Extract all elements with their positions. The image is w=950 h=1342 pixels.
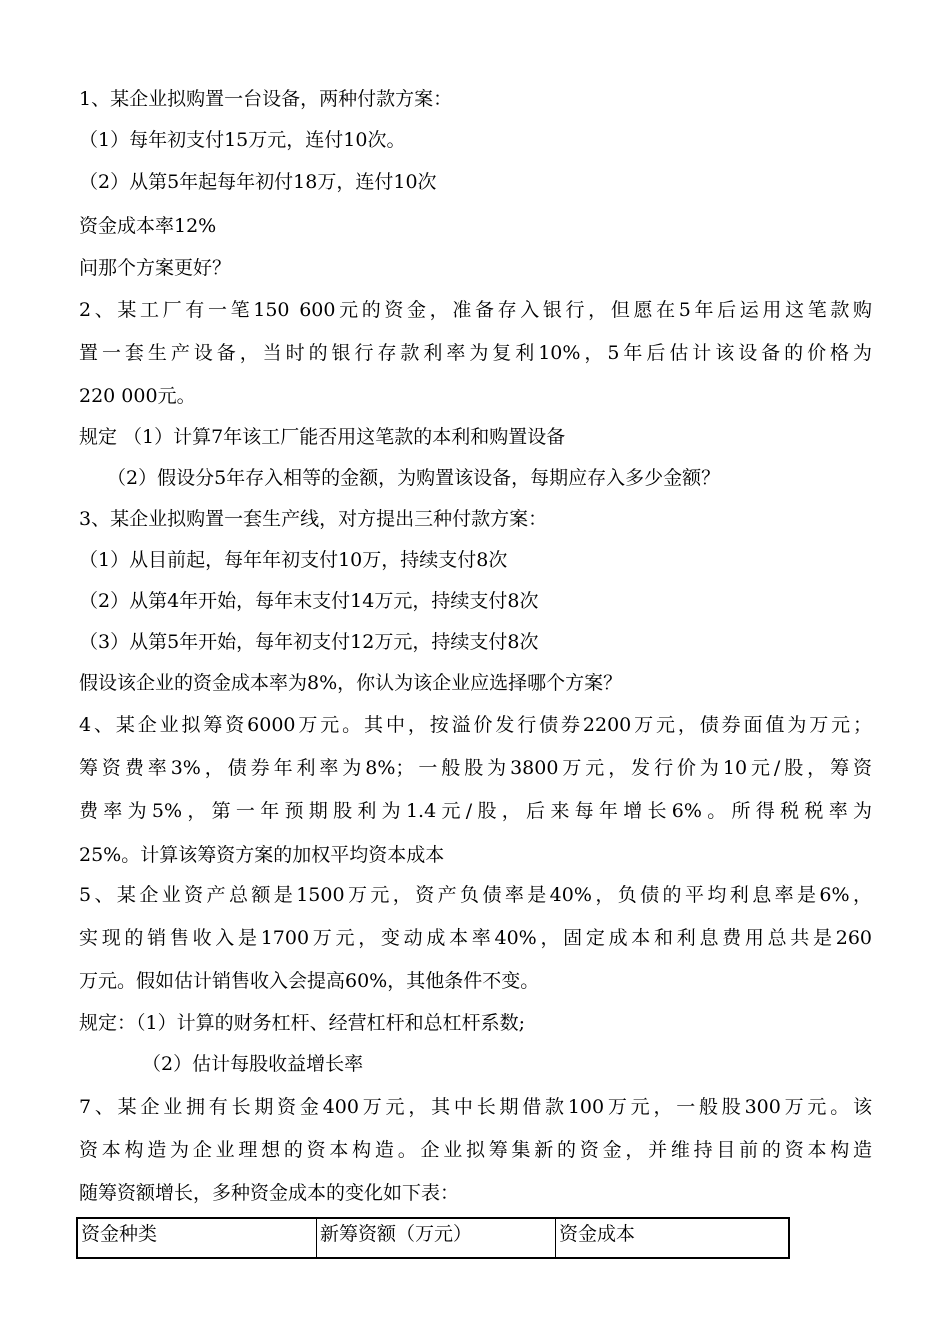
table-header-row <box>77 1218 789 1258</box>
question-4-line-3: 费率为5%，第一年预期股利为1.4元/股，后来每年增长6%。所得税税率为 <box>79 800 872 822</box>
question-2-line-1: 2、某工厂有一笔150 600元的资金，准备存入银行，但愿在5年后运用这笔款购 <box>79 299 872 321</box>
capital-cost-table <box>76 1217 790 1259</box>
question-3-ask: 假设该企业的资金成本率为8%，你认为该企业应选择哪个方案？ <box>79 672 623 694</box>
header-capital-cost: 资金成本 <box>556 1218 790 1258</box>
question-2-requirement-1: 规定 （1）计算7年该工厂能否用这笔款的本利和购置设备 <box>79 426 566 448</box>
question-1-option-2: （2）从第5年起每年初付18万，连付10次 <box>79 171 437 193</box>
question-7-line-1: 7、某企业拥有长期资金400万元，其中长期借款100万元，一般股300万元。该 <box>79 1096 872 1118</box>
question-3-option-1: （1）从目前起，每年年初支付10万，持续支付8次 <box>79 549 508 571</box>
question-3-option-2: （2）从第4年开始，每年末支付14万元，持续支付8次 <box>79 590 539 612</box>
question-4-line-4: 25%。计算该筹资方案的加权平均资本成本 <box>79 844 445 866</box>
question-7-line-2: 资本构造为企业理想的资本构造。企业拟筹集新的资金，并维持目前的资本构造 <box>79 1139 872 1161</box>
question-1-title: 1、某企业拟购置一台设备，两种付款方案： <box>79 88 453 110</box>
question-5-line-2: 实现的销售收入是1700万元，变动成本率40%，固定成本和利息费用总共是260 <box>79 927 872 949</box>
header-fund-type: 资金种类 <box>77 1218 317 1258</box>
question-5-requirement-1: 规定：（1）计算的财务杠杆、经营杠杆和总杠杆系数; <box>79 1012 525 1034</box>
question-3-title: 3、某企业拟购置一套生产线，对方提出三种付款方案： <box>79 508 548 530</box>
question-2-line-3: 220 000元。 <box>79 385 196 407</box>
question-1-cost-rate: 资金成本率12% <box>79 215 217 237</box>
question-3-option-3: （3）从第5年开始，每年初支付12万元，持续支付8次 <box>79 631 539 653</box>
question-5-line-3: 万元。假如估计销售收入会提高60%，其他条件不变。 <box>79 970 540 992</box>
question-4-line-2: 筹资费率3%，债券年利率为8%；一般股为3800万元，发行价为10元/股，筹资 <box>79 757 872 779</box>
question-5-requirement-2: （2）估计每股收益增长率 <box>142 1053 364 1075</box>
question-2-requirement-2: （2）假设分5年存入相等的金额，为购置该设备，每期应存入多少金额？ <box>107 467 721 489</box>
question-7-line-3: 随筹资额增长，多种资金成本的变化如下表： <box>79 1182 460 1204</box>
question-1-option-1: （1）每年初支付15万元，连付10次。 <box>79 129 406 151</box>
question-4-line-1: 4、某企业拟筹资6000万元。其中，按溢价发行债券2200万元，债券面值为万元； <box>79 714 872 736</box>
header-new-financing: 新筹资额（万元） <box>317 1218 556 1258</box>
question-5-line-1: 5、某企业资产总额是1500万元，资产负债率是40%，负债的平均利息率是6%， <box>79 884 872 906</box>
question-2-line-2: 置一套生产设备，当时的银行存款利率为复利10%，5年后估计该设备的价格为 <box>79 342 872 364</box>
question-1-ask: 问那个方案更好？ <box>79 257 232 279</box>
